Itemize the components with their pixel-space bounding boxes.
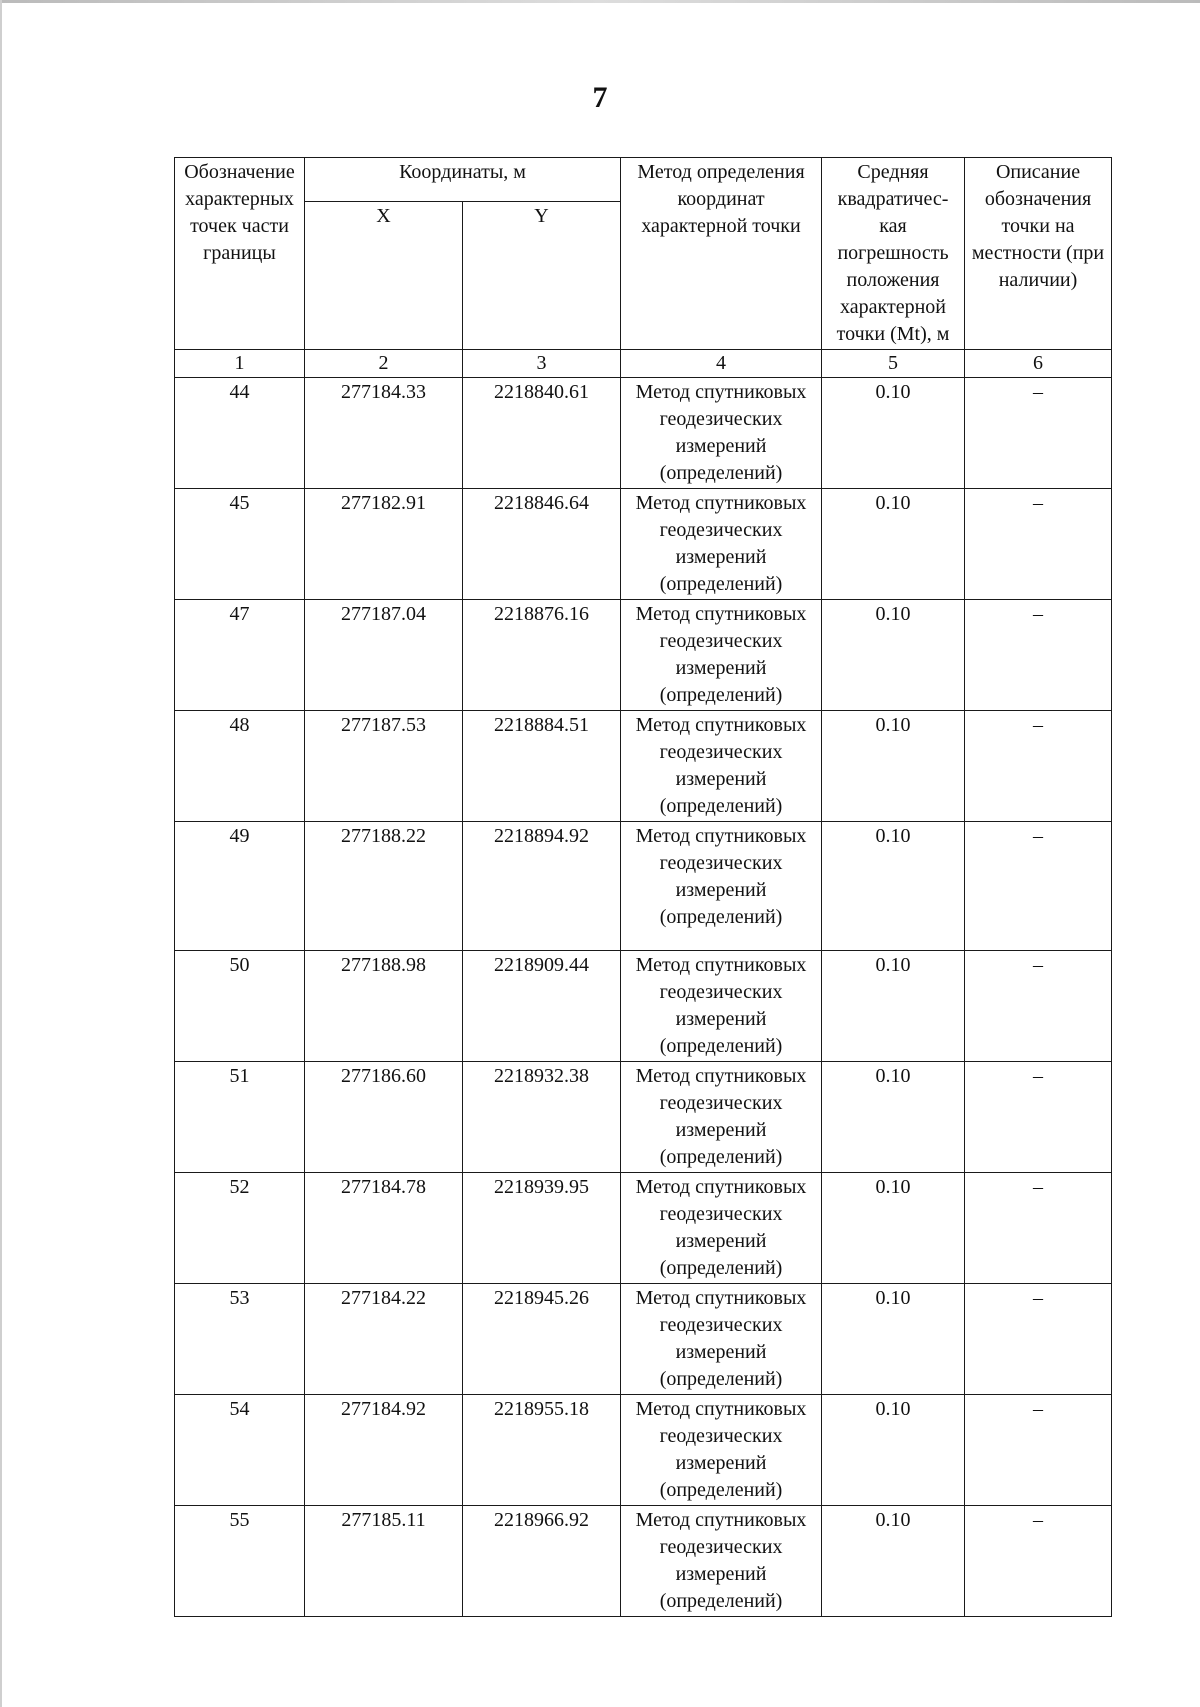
method-text-line: (определений) — [659, 1479, 783, 1501]
coordinates-table — [174, 157, 1112, 1617]
column-numbers-row — [175, 350, 1112, 378]
method-text-line: (определений) — [659, 1590, 783, 1612]
method-text-line: (определений) — [659, 795, 783, 817]
table-row — [175, 1506, 1112, 1617]
method-cell — [621, 822, 822, 951]
method-cell — [621, 1062, 822, 1173]
x-coordinate-cell: 277185.11 — [305, 1506, 463, 1617]
table-body — [175, 378, 1112, 1617]
method-text-line: (определений) — [659, 684, 783, 706]
method-cell — [621, 711, 822, 822]
y-coordinate-cell: 2218884.51 — [463, 711, 621, 822]
scan-edge-left — [0, 0, 2, 1707]
point-number-cell: 48 — [175, 711, 305, 822]
method-cell — [621, 1506, 822, 1617]
header-accuracy: Средняя квадратичес-кая погрешность положения характерной точки (Mt), м — [822, 158, 965, 350]
accuracy-cell: 0.10 — [822, 1506, 965, 1617]
method-text-line: Метод спутниковых — [635, 1287, 807, 1309]
table-header — [175, 158, 1112, 378]
method-text-line: Метод спутниковых — [635, 954, 807, 976]
accuracy-cell: 0.10 — [822, 378, 965, 489]
column-number: 6 — [965, 350, 1112, 378]
description-cell: – — [965, 711, 1112, 822]
y-coordinate-cell: 2218840.61 — [463, 378, 621, 489]
y-coordinate-cell: 2218945.26 — [463, 1284, 621, 1395]
header-x: X — [305, 201, 463, 349]
table-row — [175, 822, 1112, 951]
accuracy-cell: 0.10 — [822, 1284, 965, 1395]
method-text-line: измерений — [675, 1341, 767, 1363]
method-text-line: (определений) — [659, 1368, 783, 1390]
method-text-line: геодезических — [659, 1314, 783, 1336]
point-number-cell: 53 — [175, 1284, 305, 1395]
method-text-line: Метод спутниковых — [635, 825, 807, 847]
method-text-line: геодезических — [659, 1425, 783, 1447]
table-row — [175, 1395, 1112, 1506]
method-text-line: (определений) — [659, 906, 783, 928]
method-cell — [621, 378, 822, 489]
method-text-line: измерений — [675, 879, 767, 901]
column-number: 1 — [175, 350, 305, 378]
method-text-line: измерений — [675, 1563, 767, 1585]
method-text-line: измерений — [675, 1230, 767, 1252]
method-text-line: геодезических — [659, 519, 783, 541]
scan-edge-top — [0, 0, 1200, 3]
x-coordinate-cell: 277188.22 — [305, 822, 463, 951]
description-cell: – — [965, 1284, 1112, 1395]
header-coordinates: Координаты, м — [305, 158, 621, 202]
method-text-line: (определений) — [659, 573, 783, 595]
accuracy-cell: 0.10 — [822, 1173, 965, 1284]
x-coordinate-cell: 277187.04 — [305, 600, 463, 711]
method-text-line: измерений — [675, 1119, 767, 1141]
x-coordinate-cell: 277184.78 — [305, 1173, 463, 1284]
point-number-cell: 51 — [175, 1062, 305, 1173]
method-text-line: Метод спутниковых — [635, 381, 807, 403]
table-row — [175, 600, 1112, 711]
y-coordinate-cell: 2218909.44 — [463, 951, 621, 1062]
method-text-line: измерений — [675, 768, 767, 790]
header-method: Метод определения координат характерной точки — [621, 158, 822, 350]
method-text-line: измерений — [675, 546, 767, 568]
accuracy-cell: 0.10 — [822, 951, 965, 1062]
method-text-line: измерений — [675, 1452, 767, 1474]
column-number: 4 — [621, 350, 822, 378]
method-text-line: (определений) — [659, 1035, 783, 1057]
header-point-designation: Обозначение характерных точек части границы — [175, 158, 305, 350]
method-text-line: Метод спутниковых — [635, 1176, 807, 1198]
method-text-line: Метод спутниковых — [635, 714, 807, 736]
y-coordinate-cell: 2218939.95 — [463, 1173, 621, 1284]
description-cell: – — [965, 489, 1112, 600]
point-number-cell: 49 — [175, 822, 305, 951]
table-row — [175, 951, 1112, 1062]
method-text-line: Метод спутниковых — [635, 603, 807, 625]
method-text-line: измерений — [675, 435, 767, 457]
table-row — [175, 378, 1112, 489]
y-coordinate-cell: 2218894.92 — [463, 822, 621, 951]
accuracy-cell: 0.10 — [822, 489, 965, 600]
y-coordinate-cell: 2218955.18 — [463, 1395, 621, 1506]
column-number: 2 — [305, 350, 463, 378]
description-cell: – — [965, 1395, 1112, 1506]
table-row — [175, 711, 1112, 822]
method-cell — [621, 1173, 822, 1284]
x-coordinate-cell: 277184.92 — [305, 1395, 463, 1506]
y-coordinate-cell: 2218876.16 — [463, 600, 621, 711]
y-coordinate-cell: 2218966.92 — [463, 1506, 621, 1617]
x-coordinate-cell: 277187.53 — [305, 711, 463, 822]
method-text-line: (определений) — [659, 1146, 783, 1168]
method-text-line: Метод спутниковых — [635, 1065, 807, 1087]
x-coordinate-cell: 277182.91 — [305, 489, 463, 600]
method-cell — [621, 600, 822, 711]
method-text-line: геодезических — [659, 1536, 783, 1558]
description-cell: – — [965, 378, 1112, 489]
method-text-line: геодезических — [659, 852, 783, 874]
y-coordinate-cell: 2218846.64 — [463, 489, 621, 600]
method-text-line: геодезических — [659, 1203, 783, 1225]
point-number-cell: 44 — [175, 378, 305, 489]
x-coordinate-cell: 277184.33 — [305, 378, 463, 489]
method-cell — [621, 1395, 822, 1506]
method-text-line: геодезических — [659, 1092, 783, 1114]
table-row — [175, 1173, 1112, 1284]
accuracy-cell: 0.10 — [822, 600, 965, 711]
method-text-line: Метод спутниковых — [635, 492, 807, 514]
method-text-line: геодезических — [659, 741, 783, 763]
method-text-line: измерений — [675, 1008, 767, 1030]
table-row — [175, 1284, 1112, 1395]
method-text-line: (определений) — [659, 462, 783, 484]
point-number-cell: 50 — [175, 951, 305, 1062]
x-coordinate-cell: 277186.60 — [305, 1062, 463, 1173]
header-y: Y — [463, 201, 621, 349]
description-cell: – — [965, 1173, 1112, 1284]
method-cell — [621, 1284, 822, 1395]
page-number: 7 — [592, 81, 608, 114]
x-coordinate-cell: 277188.98 — [305, 951, 463, 1062]
table-row — [175, 1062, 1112, 1173]
description-cell: – — [965, 822, 1112, 951]
description-cell: – — [965, 600, 1112, 711]
accuracy-cell: 0.10 — [822, 1062, 965, 1173]
method-text-line: Метод спутниковых — [635, 1398, 807, 1420]
method-text-line: геодезических — [659, 408, 783, 430]
y-coordinate-cell: 2218932.38 — [463, 1062, 621, 1173]
accuracy-cell: 0.10 — [822, 711, 965, 822]
method-text-line: измерений — [675, 657, 767, 679]
point-number-cell: 55 — [175, 1506, 305, 1617]
method-cell — [621, 489, 822, 600]
column-number: 3 — [463, 350, 621, 378]
method-text-line: геодезических — [659, 630, 783, 652]
description-cell: – — [965, 1062, 1112, 1173]
method-text-line: (определений) — [659, 1257, 783, 1279]
method-text-line: Метод спутниковых — [635, 1509, 807, 1531]
accuracy-cell: 0.10 — [822, 822, 965, 951]
point-number-cell: 54 — [175, 1395, 305, 1506]
point-number-cell: 45 — [175, 489, 305, 600]
column-number: 5 — [822, 350, 965, 378]
x-coordinate-cell: 277184.22 — [305, 1284, 463, 1395]
point-number-cell: 52 — [175, 1173, 305, 1284]
method-text-line: геодезических — [659, 981, 783, 1003]
description-cell: – — [965, 1506, 1112, 1617]
accuracy-cell: 0.10 — [822, 1395, 965, 1506]
table-row — [175, 489, 1112, 600]
description-cell: – — [965, 951, 1112, 1062]
method-cell — [621, 951, 822, 1062]
header-description: Описание обозначения точки на местности (при наличии) — [965, 158, 1112, 350]
point-number-cell: 47 — [175, 600, 305, 711]
